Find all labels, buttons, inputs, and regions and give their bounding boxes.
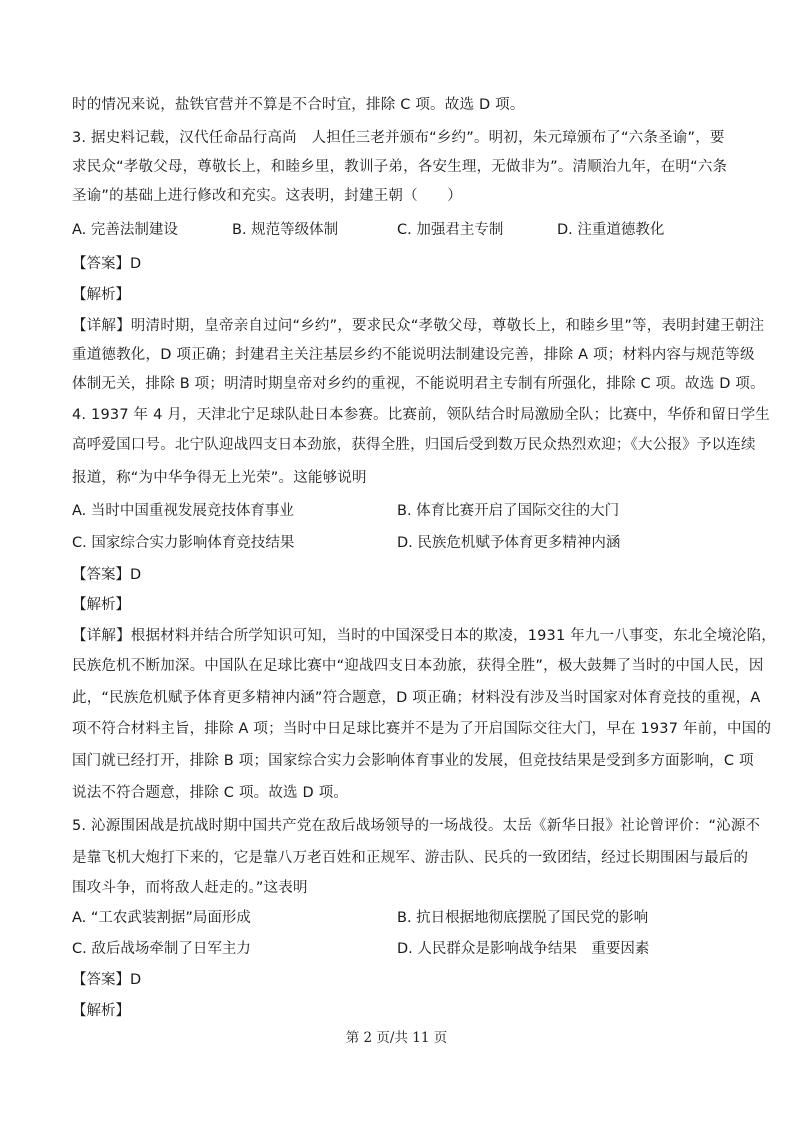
question-5-stem: 5. 沁源围困战是抗战时期中国共产党在敌后战场领导的一场战役。太岳《新华日报》社论曾评价：“沁源不: [72, 818, 761, 834]
q3-option-a: A. 完善法制建设: [72, 222, 178, 238]
text-line: 时的情况来说，盐铁官营并不算是不合时宜，排除 C 项。故选 D 项。: [72, 97, 525, 113]
q5-option-c: C. 敌后战场牵制了日军主力: [72, 941, 251, 957]
question-4-stem: 高呼爱国口号。北宁队迎战四支日本劲旅，获得全胜，归国后受到数万民众热烈欢迎；《大公报》予以连续: [72, 437, 756, 453]
q4-option-b: B. 体育比赛开启了国际交往的大门: [397, 503, 620, 519]
q3-option-b: B. 规范等级体制: [232, 222, 339, 238]
q4-option-d: D. 民族危机赋予体育更多精神内涵: [397, 535, 621, 551]
q4-analysis-label: 【解析】: [72, 597, 130, 613]
q4-option-c: C. 国家综合实力影响体育竞技结果: [72, 535, 295, 551]
page-footer: 第 2 页/共 11 页: [345, 1030, 448, 1046]
q4-detail: 此，“民族危机赋予体育更多精神内涵”符合题意，D 项正确；材料没有涉及当时国家对体育竞技的重视，A: [72, 690, 761, 706]
question-5-stem: 是靠飞机大炮打下来的，它是靠八万老百姓和正规军、游击队、民兵的一致团结，经过长期围困与最后的: [72, 850, 749, 866]
q4-option-a: A. 当时中国重视发展竞技体育事业: [72, 503, 294, 519]
question-4-stem: 报道，称“为中华争得无上光荣”。这能够说明: [72, 470, 367, 486]
q4-answer: 【答案】D: [72, 567, 142, 583]
q5-option-d: D. 人民群众是影响战争结果 重要因素: [397, 941, 650, 957]
q4-detail: 民族危机不断加深。中国队在足球比赛中“迎战四支日本劲旅，获得全胜”，极大鼓舞了当时的中国人民，因: [72, 658, 764, 674]
q5-option-b: B. 抗日根据地彻底摆脱了国民党的影响: [397, 910, 649, 926]
q3-option-c: C. 加强君主专制: [397, 222, 504, 238]
q3-analysis-label: 【解析】: [72, 287, 130, 303]
q5-option-a: A. “工农武装割据”局面形成: [72, 910, 251, 926]
q4-detail: 说法不符合题意，排除 C 项。故选 D 项。: [72, 785, 349, 801]
question-3-stem: 3. 据史料记载，汉代任命品行高尚 人担任三老并颁布“乡约”。明初，朱元璋颁布了“六条圣谕”，要: [72, 130, 725, 146]
question-4-stem: 4. 1937 年 4 月，天津北宁足球队赴日本参赛。比赛前，领队结合时局激励全队；比赛中，华侨和留日学生: [72, 407, 770, 423]
q5-answer: 【答案】D: [72, 972, 142, 988]
q5-analysis-label: 【解析】: [72, 1003, 130, 1019]
q3-detail: 体制无关，排除 B 项；明清时期皇帝对乡约的重视，不能说明君主专制有所强化，排除 C 项。故选 D 项。: [72, 376, 765, 392]
q3-detail: 【详解】明清时期，皇帝亲自过问“乡约”，要求民众“孝敬父母，尊敬长上，和睦乡里”等，表明封建王朝注: [72, 318, 765, 334]
q3-answer: 【答案】D: [72, 256, 142, 272]
question-5-stem: 围攻斗争，而将敌人赶走的。”这表明: [72, 880, 308, 896]
q3-detail: 重道德教化，D 项正确；封建君主关注基层乡约不能说明法制建设完善，排除 A 项；材料内容与规范等级: [72, 347, 755, 363]
q4-detail: 【详解】根据材料并结合所学知识可知，当时的中国深受日本的欺凌，1931 年九一八事变，东北全境沦陷，: [72, 628, 777, 644]
question-3-stem: 求民众“孝敬父母，尊敬长上，和睦乡里，教训子弟，各安生理，无做非为”。清顺治九年，在明“六条: [72, 159, 728, 175]
q4-detail: 国门就已经打开，排除 B 项；国家综合实力会影响体育事业的发展，但竞技结果是受到多方面影响，C 项: [72, 753, 754, 769]
q3-option-d: D. 注重道德教化: [557, 222, 665, 238]
question-3-stem: 圣谕”的基础上进行修改和充实。这表明，封建王朝（ ）: [72, 188, 462, 204]
q4-detail: 项不符合材料主旨，排除 A 项；当时中日足球比赛并不是为了开启国际交往大门，早在 1937 年前，中国的: [72, 721, 772, 737]
